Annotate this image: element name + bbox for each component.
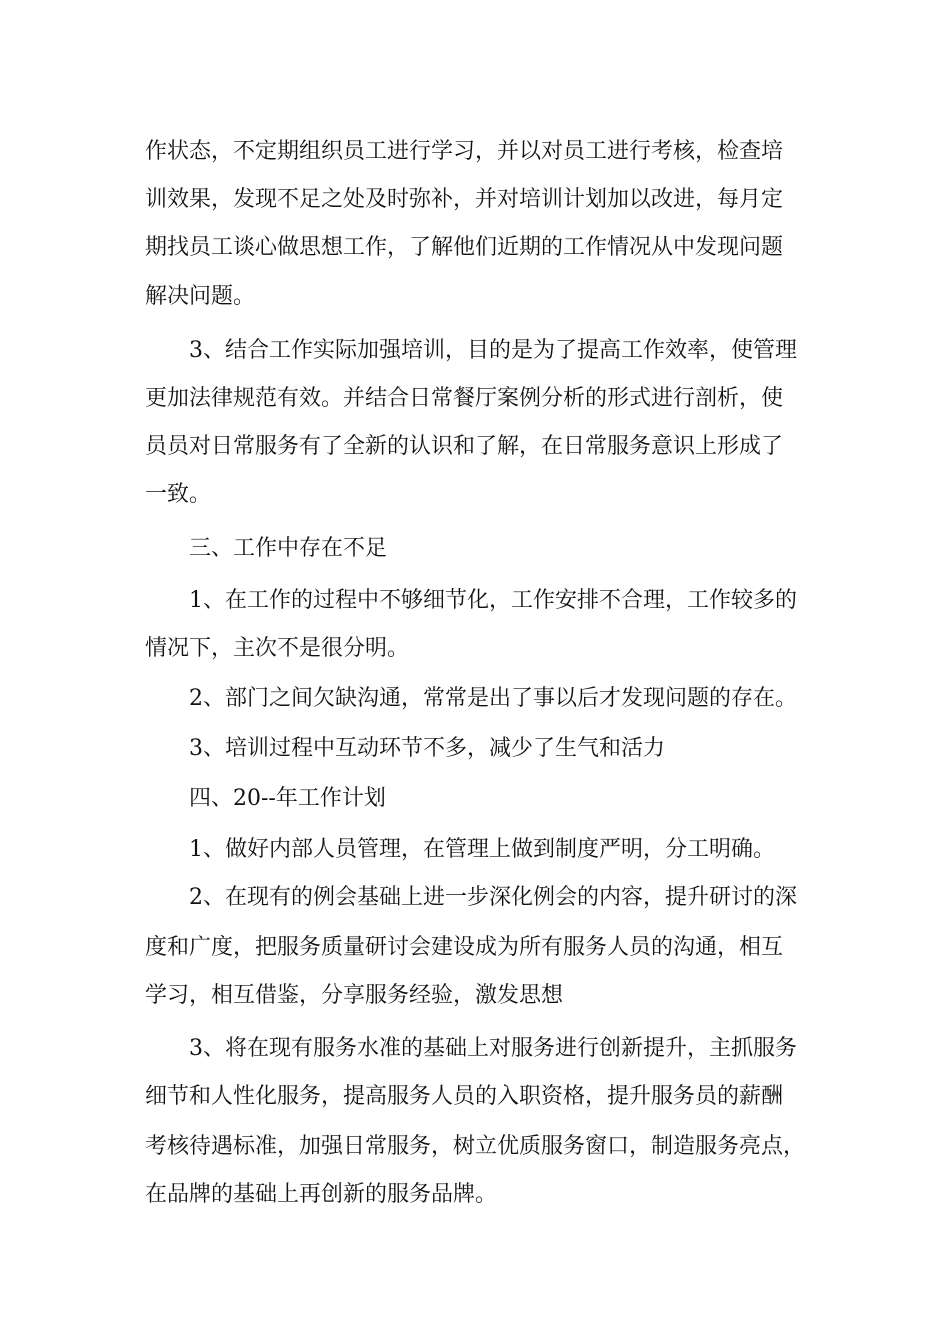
paragraph-start-line: 2、部门之间欠缺沟通，常常是出了事以后才发现问题的存在。	[189, 686, 797, 711]
text-line: 训效果，发现不足之处及时弥补，并对培训计划加以改进，每月定	[145, 187, 784, 212]
text-line: 情况下，主次不是很分明。	[145, 636, 410, 661]
section-heading: 三、工作中存在不足	[189, 536, 388, 561]
text-line: 考核待遇标准，加强日常服务，树立优质服务窗口，制造服务亮点，	[145, 1134, 806, 1159]
paragraph-start-line: 3、培训过程中互动环节不多，减少了生气和活力	[189, 736, 665, 761]
paragraph-start-line: 1、做好内部人员管理，在管理上做到制度严明，分工明确。	[189, 837, 775, 862]
text-line: 一致。	[145, 482, 212, 507]
text-line: 作状态，不定期组织员工进行学习，并以对员工进行考核，检查培	[145, 139, 784, 164]
text-line: 解决问题。	[145, 284, 256, 309]
text-line: 学习，相互借鉴，分享服务经验，激发思想	[145, 983, 564, 1008]
paragraph-start-line: 2、在现有的例会基础上进一步深化例会的内容，提升研讨的深	[189, 885, 797, 910]
paragraph-start-line: 3、将在现有服务水准的基础上对服务进行创新提升，主抓服务	[189, 1036, 797, 1061]
text-line: 细节和人性化服务，提高服务人员的入职资格，提升服务员的薪酬	[145, 1084, 784, 1109]
text-line: 度和广度，把服务质量研讨会建设成为所有服务人员的沟通，相互	[145, 935, 784, 960]
text-line: 更加法律规范有效。并结合日常餐厅案例分析的形式进行剖析，使	[145, 386, 784, 411]
text-line: 在品牌的基础上再创新的服务品牌。	[145, 1182, 498, 1207]
section-heading: 四、20--年工作计划	[189, 786, 386, 811]
paragraph-start-line: 3、结合工作实际加强培训，目的是为了提高工作效率，使管理	[189, 338, 797, 363]
text-line: 员员对日常服务有了全新的认识和了解，在日常服务意识上形成了	[145, 434, 784, 459]
paragraph-start-line: 1、在工作的过程中不够细节化，工作安排不合理，工作较多的	[189, 588, 797, 613]
text-line: 期找员工谈心做思想工作，了解他们近期的工作情况从中发现问题	[145, 235, 784, 260]
